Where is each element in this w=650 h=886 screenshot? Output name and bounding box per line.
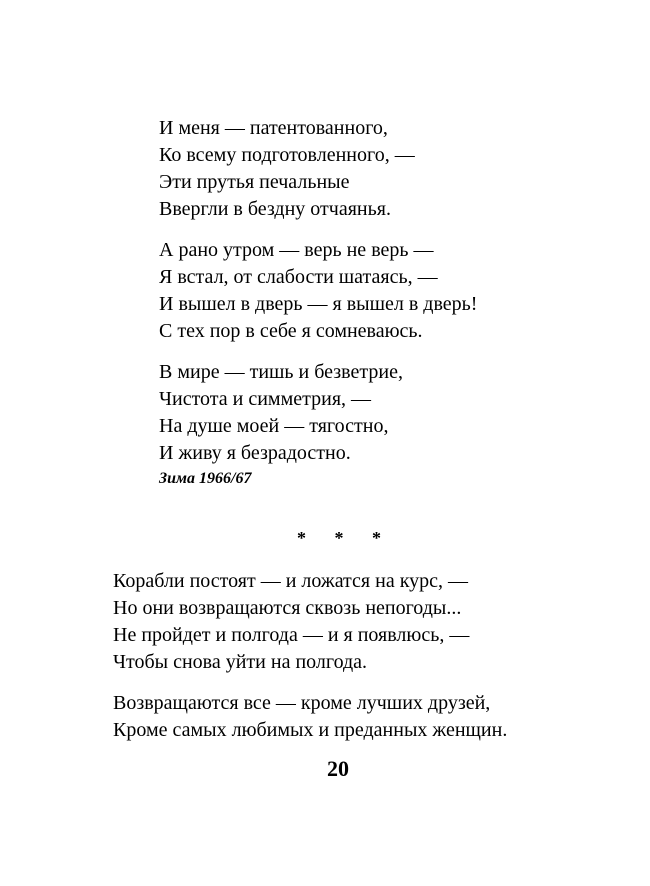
poem-line: Но они возвращаются сквозь непогоды...	[113, 597, 462, 619]
poem-line: Ко всему подготовленного, —	[159, 144, 415, 166]
stanza-1	[159, 115, 477, 223]
poem-first	[159, 115, 477, 481]
poem-line: Не пройдет и полгода — и я появлюсь, —	[113, 624, 470, 646]
stanza-2	[159, 237, 477, 345]
poem-line: И меня — патентованного,	[159, 117, 388, 139]
poem-line: Я встал, от слабости шатаясь, —	[159, 266, 438, 288]
poem-line: А рано утром — верь не верь —	[159, 239, 434, 261]
poem-line: Корабли постоят — и ложатся на курс, —	[113, 570, 469, 592]
poem-line: Кроме самых любимых и преданных женщин.	[113, 719, 508, 741]
poem-line: На душе моей — тягостно,	[159, 415, 389, 437]
poem-line: И живу я безрадостно.	[159, 442, 351, 464]
poem-second	[113, 568, 507, 758]
poem-date: Зима 1966/67	[159, 470, 252, 487]
poem-line: И вышел в дверь — я вышел в дверь!	[159, 293, 478, 315]
poem-line: С тех пор в себе я сомневаюсь.	[159, 320, 423, 342]
poem-line: Возвращаются все — кроме лучших друзей,	[113, 692, 491, 714]
stanza-1	[113, 568, 507, 676]
poem-line: Чистота и симметрия, —	[159, 388, 372, 410]
section-separator: * * *	[297, 528, 393, 548]
poem-line: Ввергли в бездну отчаянья.	[159, 198, 391, 220]
stanza-3	[159, 359, 477, 467]
poem-line: Эти прутья печальные	[159, 171, 350, 193]
poem-line: В мире — тишь и безветрие,	[159, 361, 403, 383]
stanza-2	[113, 690, 507, 744]
page-number: 20	[327, 756, 349, 781]
poem-line: Чтобы снова уйти на полгода.	[113, 651, 368, 673]
